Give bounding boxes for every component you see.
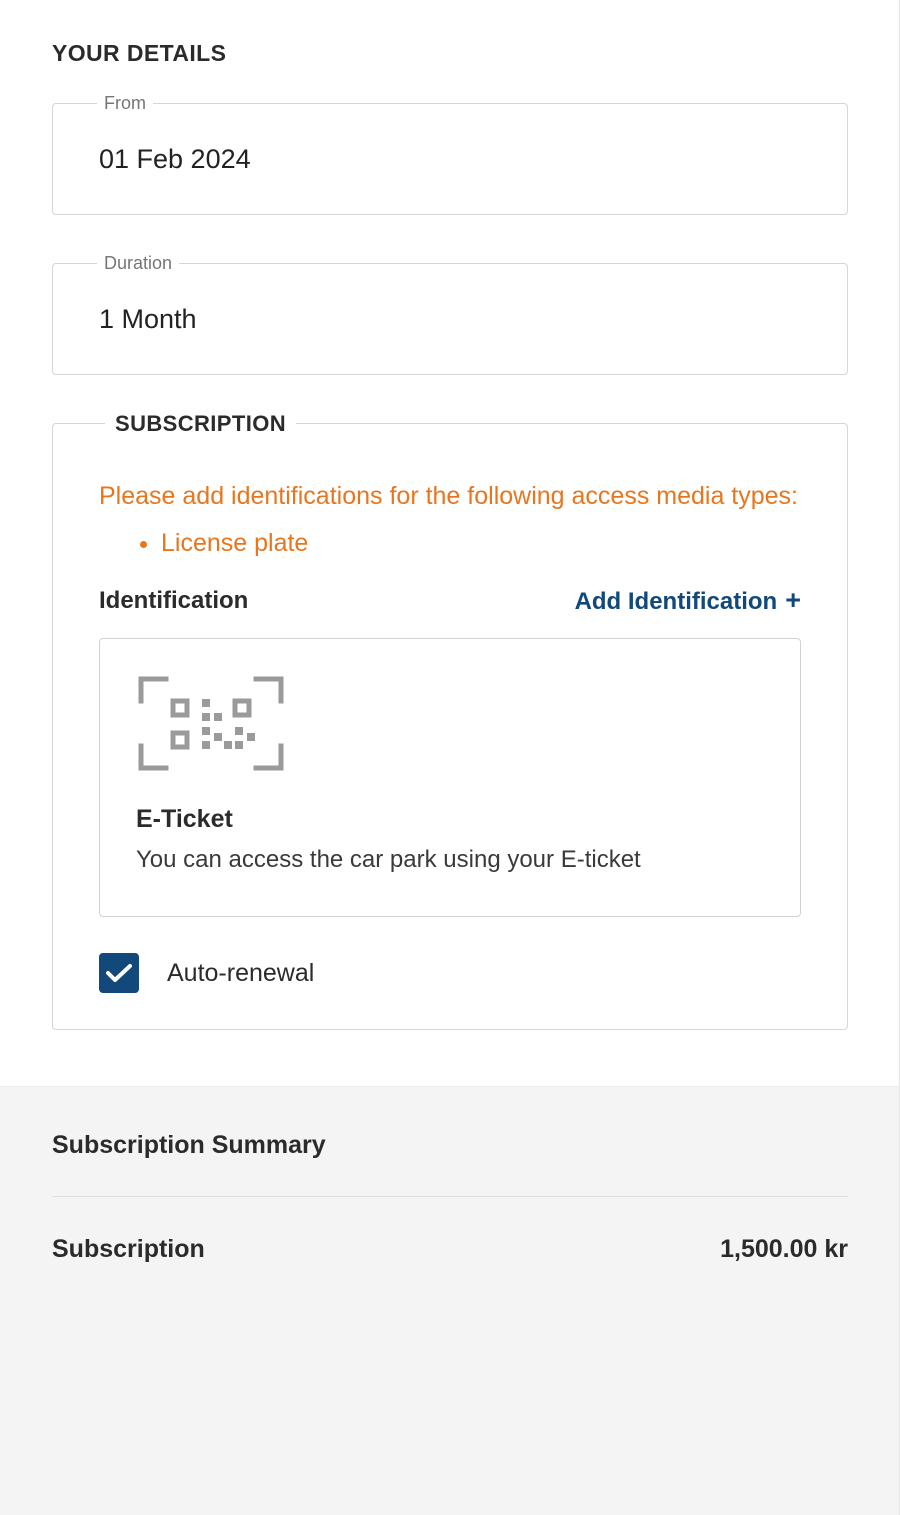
identification-warning-list	[99, 523, 801, 563]
duration-value: 1 Month	[99, 303, 197, 334]
from-date-field[interactable]	[52, 93, 848, 215]
identification-card-description: You can access the car park using your E-ticket	[136, 846, 641, 873]
identification-card-title: E-Ticket	[136, 805, 233, 833]
summary-row-label: Subscription	[52, 1235, 205, 1263]
page-title: YOUR DETAILS	[52, 40, 227, 66]
add-identification-button[interactable]	[575, 585, 801, 616]
auto-renewal-label: Auto-renewal	[167, 958, 315, 987]
duration-field[interactable]	[52, 253, 848, 375]
auto-renewal-checkbox[interactable]	[99, 953, 139, 993]
identification-warning-text: Please add identifications for the following access media types:	[99, 482, 798, 510]
summary-title: Subscription Summary	[52, 1131, 326, 1159]
check-icon	[106, 963, 132, 983]
add-identification-label: Add Identification	[574, 588, 778, 615]
subscription-summary-section	[0, 1086, 900, 1515]
plus-icon: +	[785, 585, 801, 615]
warning-list-item: • License plate	[161, 523, 801, 563]
duration-label: Duration	[97, 253, 179, 273]
summary-row-value: 1,500.00 kr	[720, 1235, 848, 1263]
summary-divider	[52, 1196, 848, 1197]
identification-card-eticket[interactable]	[99, 638, 801, 917]
identification-header-row	[99, 585, 801, 616]
subscription-section-title: SUBSCRIPTION	[105, 411, 296, 437]
subscription-section	[52, 411, 848, 1030]
qr-code-icon	[136, 671, 764, 781]
identification-label: Identification	[99, 586, 249, 614]
from-date-label: From	[97, 93, 153, 113]
auto-renewal-row[interactable]	[99, 953, 801, 993]
from-date-value: 01 Feb 2024	[99, 143, 251, 174]
summary-row	[52, 1235, 848, 1264]
